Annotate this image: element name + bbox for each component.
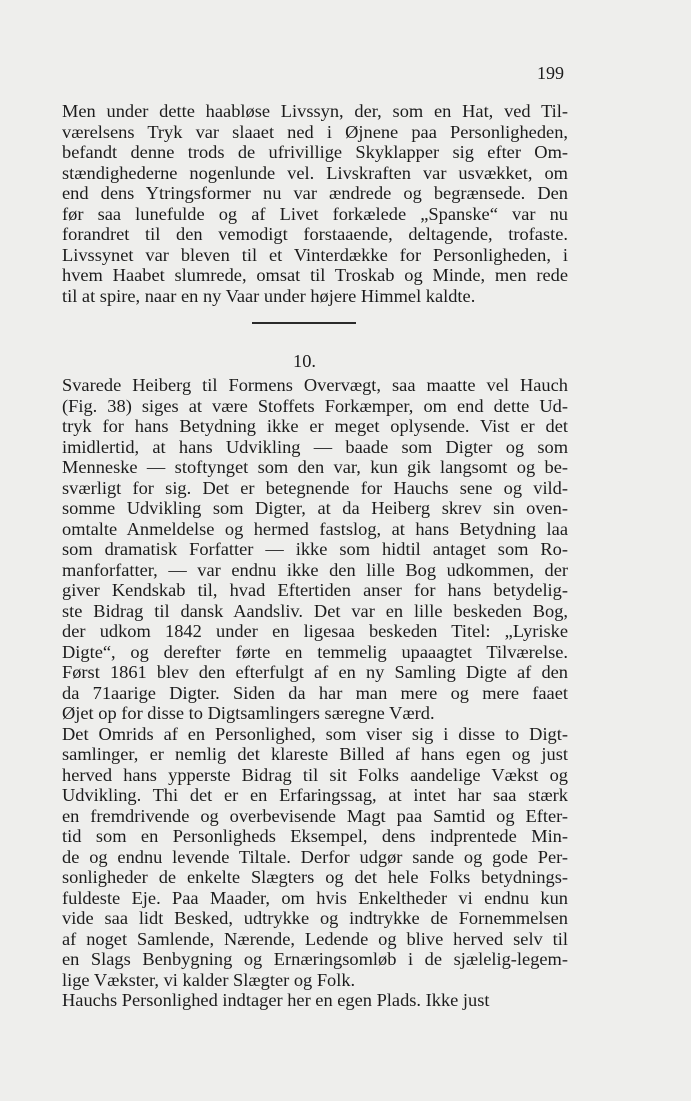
text-line: giver Kendskab til, hvad Eftertiden anser for hans betydelig-	[62, 580, 568, 600]
text-line: omtalte Anmeldelse og hermed fastslog, at hans Betydning laa	[62, 518, 568, 539]
text-line: Svarede Heiberg til Formens Overvægt, saa maatte vel Hauch	[62, 375, 568, 395]
text-line: en fremdrivende og overbevisende Magt paa Samtid og Efter-	[62, 805, 568, 826]
text-line: samlinger, er nemlig det klareste Billed af hans egen og just	[62, 744, 568, 764]
text-line: Øjet op for disse to Digtsamlingers særegne Værd.	[62, 703, 435, 723]
text-line: da 71aarige Digter. Siden da har man mere og mere faaet	[62, 682, 568, 703]
text-line: hvem Haabet slumrede, omsat til Troskab og Minde, men rede	[62, 265, 568, 285]
text-line: imidlertid, at hans Udvikling — baade som Digter og som	[62, 436, 568, 457]
text-line: Men under dette haabløse Livssyn, der, som en Hat, ved Til-	[62, 101, 568, 121]
text-line: Menneske — stoftynget som den var, kun gik langsomt og be-	[62, 457, 568, 477]
text-line: end dens Ytringsformer nu var ændrede og begrænsede. Den	[62, 183, 568, 203]
text-line: Livssynet var bleven til et Vinterdække for Personligheden, i	[62, 244, 568, 265]
text-line: manforfatter, — var endnu ikke den lille Bog udkommen, der	[62, 559, 568, 580]
text-line: Først 1861 blev den efterfulgt af en ny Samling Digte af den	[62, 662, 568, 682]
text-line: som dramatisk Forfatter — ikke som hidtil antaget som Ro-	[62, 539, 568, 559]
text-line: fuldeste Eje. Paa Maader, om hvis Enkeltheder vi endnu kun	[62, 887, 568, 908]
text-line: lige Vækster, vi kalder Slægter og Folk.	[62, 969, 356, 990]
text-line: til at spire, naar en ny Vaar under højere Himmel kaldte.	[62, 285, 476, 306]
text-line: forandret til den vemodigt forstaaende, deltagende, trofaste.	[62, 224, 568, 244]
section-number: 10.	[293, 351, 316, 371]
text-line: sværligt for sig. Det er betegnende for Hauchs sene og vild-	[62, 477, 568, 498]
text-line: tryk for hans Betydning ikke er meget oplysende. Vist er det	[62, 416, 568, 436]
text-line: før saa lunefulde og af Livet forkælede „Spanske“ var nu	[62, 203, 568, 224]
page-number: 199	[537, 63, 564, 83]
text-line: befandt denne trods de ufrivillige Skyklapper sig efter Om-	[62, 142, 568, 162]
text-line: Udvikling. Thi det er en Erfaringssag, at intet har saa stærk	[62, 785, 568, 805]
text-line: Hauchs Personlighed indtager her en egen Plads. Ikke just	[62, 990, 490, 1010]
text-line: stændighederne nogenlunde vel. Livskraften var usvækket, om	[62, 162, 568, 183]
text-line: de og endnu levende Tiltale. Derfor udgør sande og gode Per-	[62, 846, 568, 867]
text-line: Digte“, og derefter førte en temmelig upaaagtet Tilværelse.	[62, 641, 568, 662]
text-line: af noget Samlende, Nærende, Ledende og blive herved selv til	[62, 928, 568, 949]
text-line: en Slags Benbygning og Ernæringsomløb i de sjælelig-legem-	[62, 949, 568, 969]
text-line: tid som en Personligheds Eksempel, dens indprentede Min-	[62, 826, 568, 846]
text-line: vide saa lidt Besked, udtrykke og indtrykke de Fornemmelsen	[62, 908, 568, 928]
text-line: ste Bidrag til dansk Aandsliv. Det var en lille beskeden Bog,	[62, 600, 568, 621]
paragraph-2	[62, 375, 568, 1011]
text-line: der udkom 1842 under en ligesaa beskeden Titel: „Lyriske	[62, 621, 568, 641]
paragraph-1	[62, 101, 568, 306]
text-line: herved hans ypperste Bidrag til sit Folks aandelige Vækst og	[62, 764, 568, 785]
text-line: somme Udvikling som Digter, at da Heiberg skrev sin oven-	[62, 498, 568, 518]
text-line: (Fig. 38) siges at være Stoffets Forkæmper, om end dette Ud-	[62, 395, 568, 416]
text-line: Det Omrids af en Personlighed, som viser sig i disse to Digt-	[62, 723, 568, 744]
text-line: sonligheder de enkelte Slægters og det hele Folks betydnings-	[62, 867, 568, 887]
section-divider	[252, 322, 356, 324]
text-line: værelsens Tryk var slaaet ned i Øjnene paa Personligheden,	[62, 121, 568, 142]
